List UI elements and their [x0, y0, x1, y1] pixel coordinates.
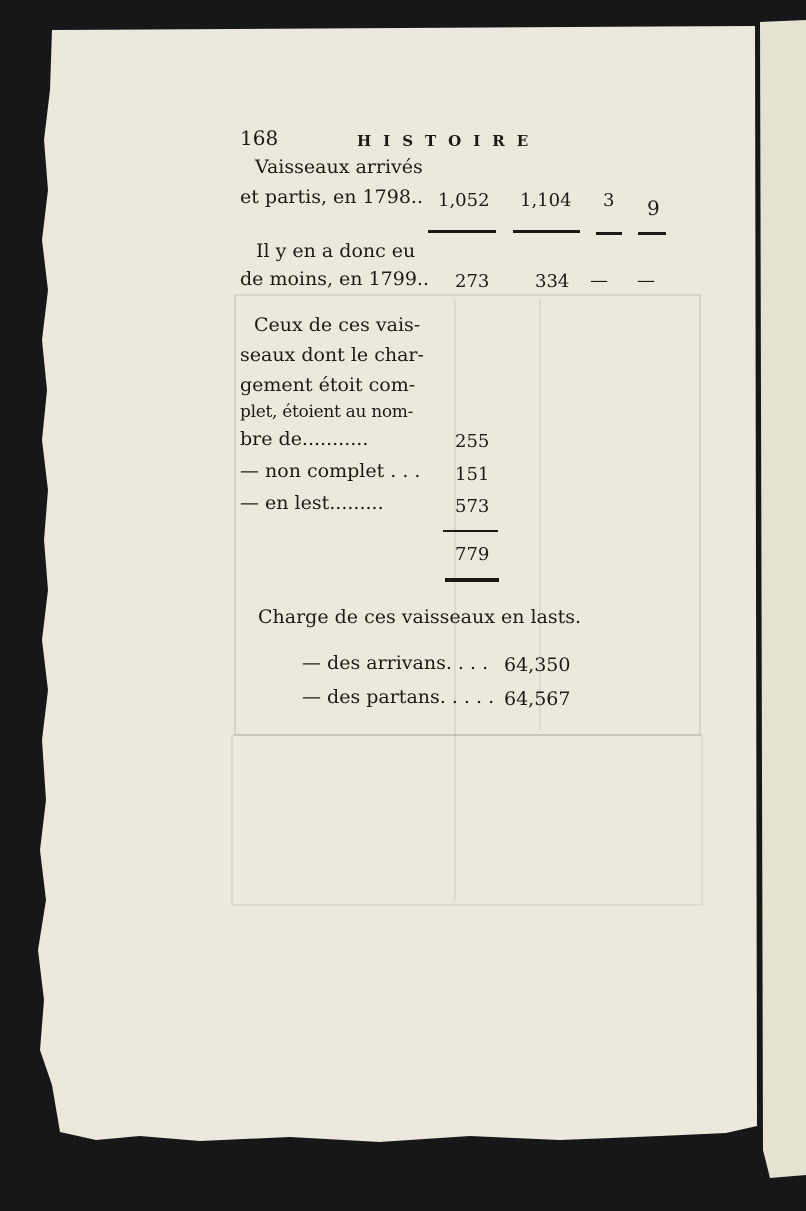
page-number: 168: [240, 126, 279, 150]
lasts-partans-label: — des partans. . . . .: [302, 686, 495, 708]
row-1798-value-departed: 1,104: [520, 190, 572, 211]
cargo-intro-line-4: plet, étoient au nom-: [240, 402, 414, 422]
cargo-sum-rule: [443, 530, 498, 532]
row-1799-label-line-2: de moins, en 1799..: [240, 268, 429, 290]
rule-col2: [513, 230, 580, 233]
rule-col3: [596, 232, 622, 235]
cargo-complet-value: 255: [455, 431, 490, 452]
cargo-intro-line-2: seaux dont le char-: [240, 344, 424, 366]
running-title: HISTOIRE: [357, 132, 541, 150]
row-1799-value-departed: 334: [535, 271, 570, 292]
cargo-total-underline: [445, 578, 499, 582]
row-1798-label-line-2: et partis, en 1798..: [240, 186, 423, 208]
cargo-intro-line-3: gement étoit com-: [240, 374, 416, 396]
rule-col1: [428, 230, 496, 233]
lasts-partans-value: 64,567: [504, 688, 571, 710]
cargo-item-en-lest-value: 573: [455, 496, 490, 517]
row-1798-value-col4: 9: [647, 196, 660, 220]
lasts-heading: Charge de ces vaisseaux en lasts.: [258, 606, 582, 628]
cargo-intro-line-5: bre de...........: [240, 428, 369, 450]
row-1799-value-col4: —: [637, 270, 655, 291]
cargo-total: 779: [455, 544, 490, 565]
row-1799-value-arrived: 273: [455, 271, 490, 292]
row-1798-value-arrived: 1,052: [438, 190, 490, 211]
cargo-intro-line-1: Ceux de ces vais-: [254, 314, 421, 336]
row-1799-label-line-1: Il y en a donc eu: [256, 240, 416, 262]
row-1798-value-col3: 3: [603, 190, 615, 211]
next-page-edge: [760, 20, 806, 1178]
lasts-arrivans-label: — des arrivans. . . .: [302, 652, 489, 674]
cargo-item-non-complet-value: 151: [455, 464, 490, 485]
lasts-arrivans-value: 64,350: [504, 654, 571, 676]
row-1798-label-line-1: Vaisseaux arrivés: [255, 156, 423, 178]
cargo-item-non-complet-label: — non complet . . .: [240, 460, 421, 482]
row-1799-value-col3: —: [590, 270, 608, 291]
cargo-item-en-lest-label: — en lest.........: [240, 492, 384, 514]
rule-col4: [638, 232, 666, 235]
